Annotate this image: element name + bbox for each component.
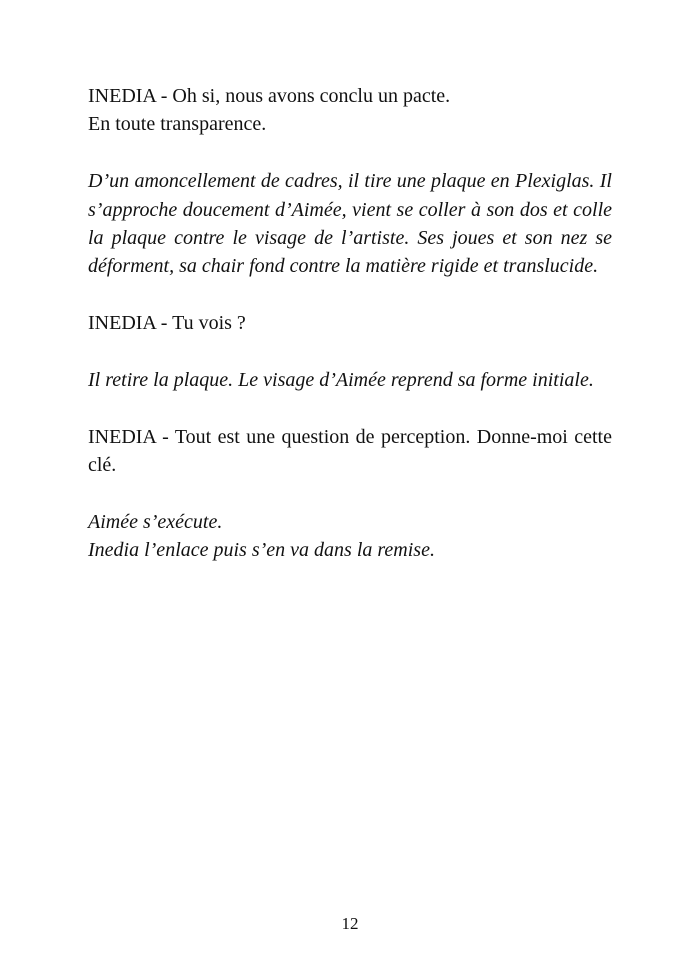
stage-line: Aimée s’exécute. (88, 511, 223, 534)
page-body (88, 82, 612, 593)
dialogue-line: En toute transparence. (88, 113, 267, 136)
page-number: 12 (341, 914, 359, 933)
dialogue-paragraph: INEDIA - Tu vois ? (88, 312, 246, 335)
stage-direction (88, 508, 612, 565)
dialogue-line: INEDIA - Oh si, nous avons conclu un pacte. (88, 85, 451, 107)
stage-line: Inedia l’enlace puis s’en va dans la remise. (88, 539, 435, 562)
stage-direction: D’un amoncellement de cadres, il tire une plaque en Plexiglas. Il s’approche doucement d’Aimée, vient se coller à son dos et colle la plaque contre le visage de l’artiste. Ses joues et son nez se déforment, sa chair fond contre la matière rigide et translucide. (88, 170, 612, 278)
dialogue-paragraph: INEDIA - Tout est une question de perception. Donne-moi cette clé. (88, 425, 612, 477)
dialogue-paragraph (88, 82, 612, 139)
stage-direction: Il retire la plaque. Le visage d’Aimée reprend sa forme initiale. (88, 369, 594, 392)
